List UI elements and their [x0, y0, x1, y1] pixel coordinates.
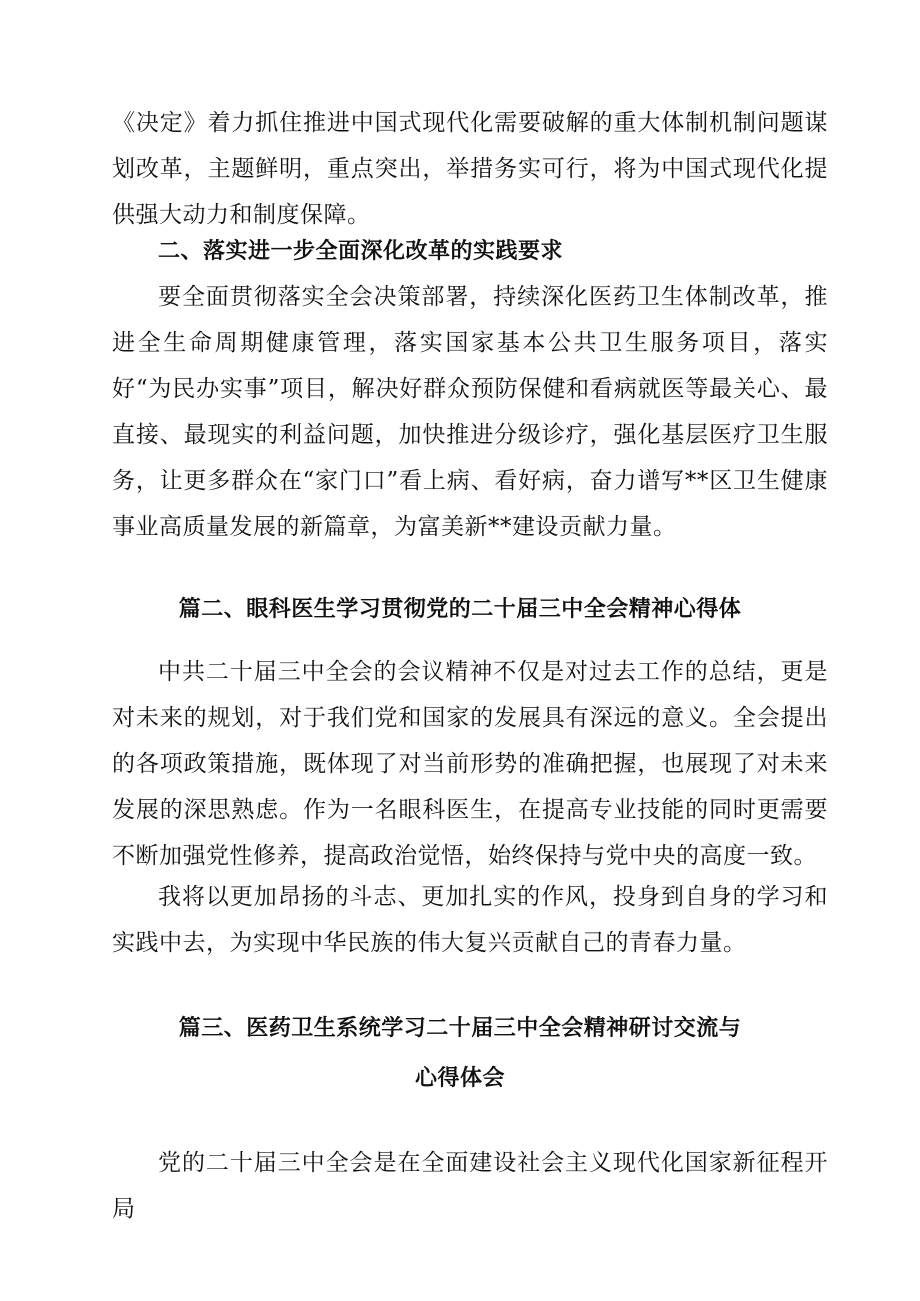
section-heading-practice-requirements: 二、落实进一步全面深化改革的实践要求: [158, 238, 564, 264]
article-three-opening-paragraph: 党的二十届三中全会是在全面建设社会主义现代化国家新征程开局: [112, 1150, 828, 1222]
article-three-title-line-2: 心得体会: [414, 1065, 505, 1091]
article-two-title: 篇二、眼科医生学习贯彻党的二十届三中全会精神心得体: [178, 596, 742, 622]
article-three-title-line-1: 篇三、医药卫生系统学习二十届三中全会精神研讨交流与: [178, 1015, 742, 1041]
article-two-paragraph-1: 中共二十届三中全会的会议精神不仅是对过去工作的总结，更是对未来的规划，对于我们党和国家的发展具有深远的意义。全会提出的各项政策措施，既体现了对当前形势的准确把握，也展现了对未来发展的深思熟虑。作为一名眼科医生，在提高专业技能的同时更需要不断加强党性修养，提高政治觉悟，始终保持与党中央的高度一致。: [112, 659, 828, 869]
section-one-continuation: 《决定》着力抓住推进中国式现代化需要破解的重大体制机制问题谋划改革，主题鲜明，重点突出，举措务实可行，将为中国式现代化提供强大动力和制度保障。: [112, 110, 828, 228]
article-two-paragraph-2: 我将以更加昂扬的斗志、更加扎实的作风，投身到自身的学习和实践中去，为实现中华民族的伟大复兴贡献自己的青春力量。: [112, 884, 828, 956]
section-one-paragraph: 要全面贯彻落实全会决策部署，持续深化医药卫生体制改革，推进全生命周期健康管理，落实国家基本公共卫生服务项目，落实好“为民办实事”项目，解决好群众预防保健和看病就医等最关心、最直接、最现实的利益问题，加快推进分级诊疗，强化基层医疗卫生服务，让更多群众在“家门口”看上病、看好病，奋力谱写**区卫生健康事业高质量发展的新篇章，为富美新**建设贡献力量。: [112, 284, 828, 540]
